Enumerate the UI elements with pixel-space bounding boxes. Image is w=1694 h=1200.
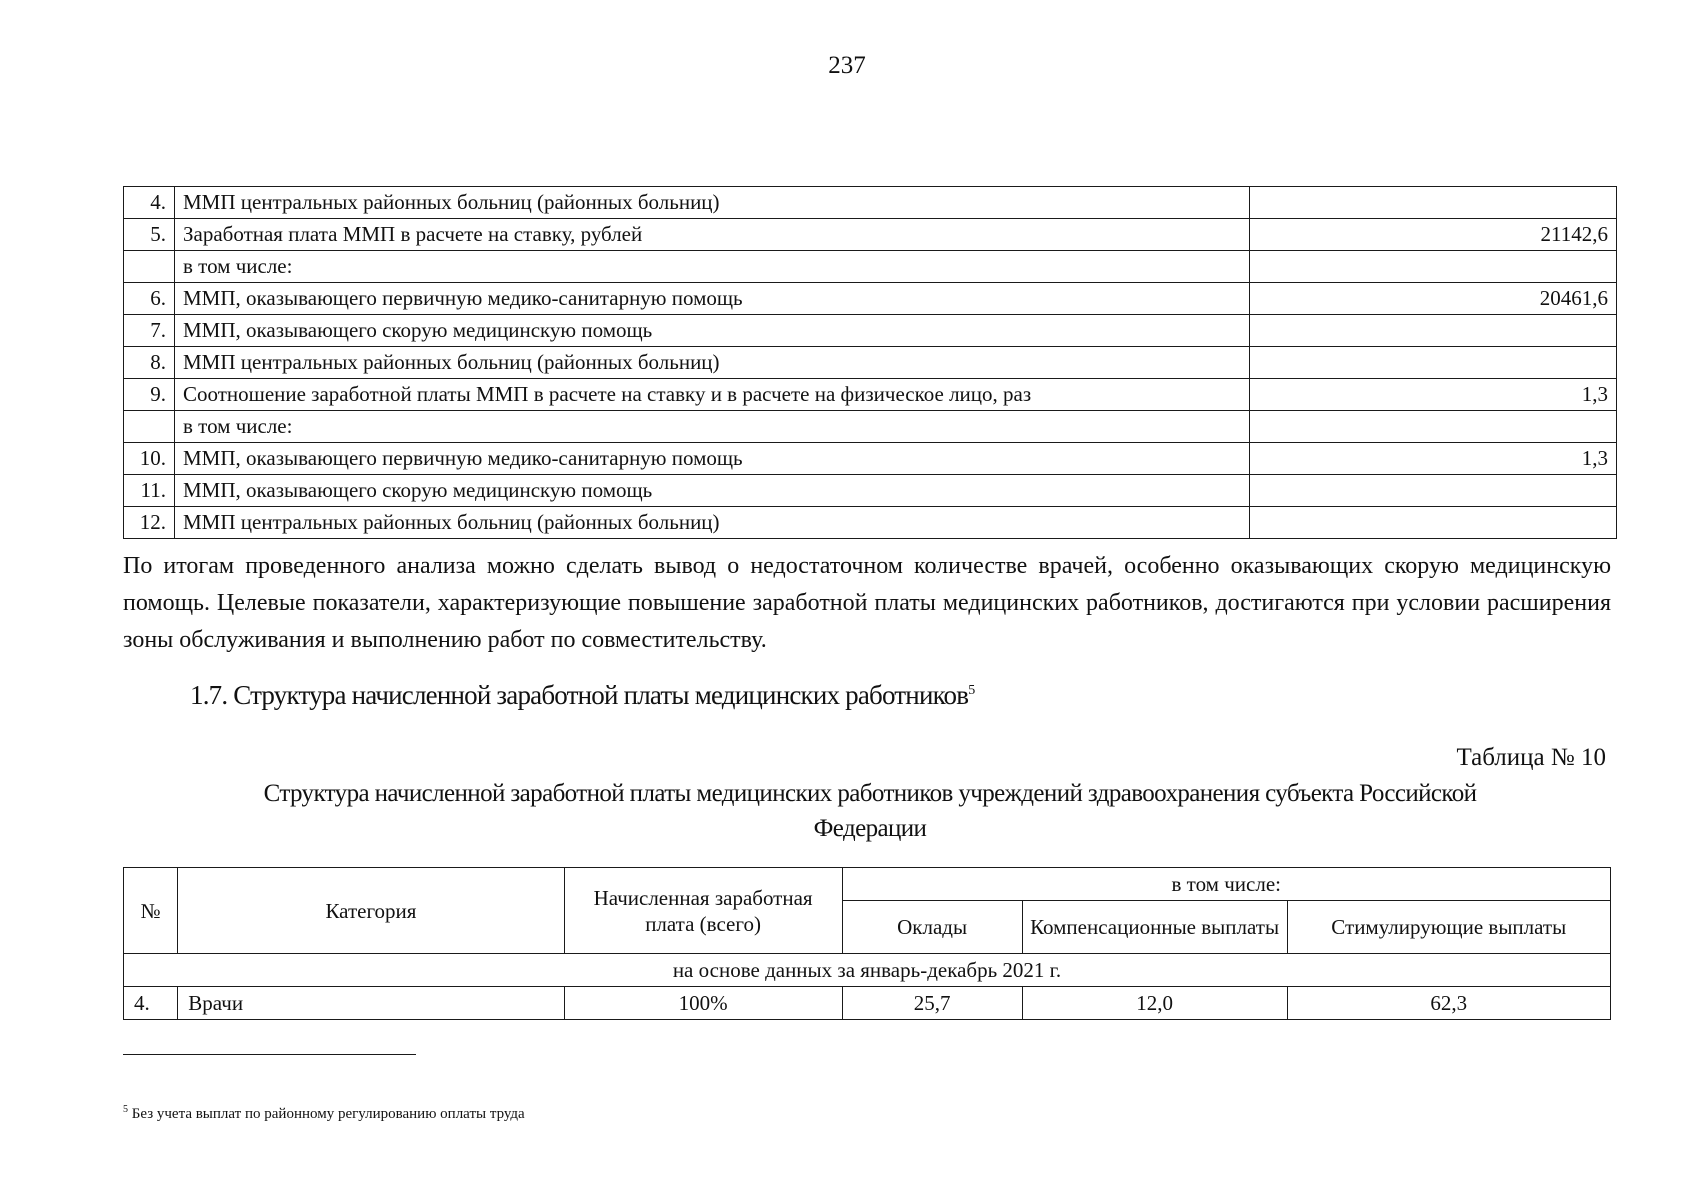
row-label: Соотношение заработной платы ММП в расчете на ставку и в расчете на физическое лицо, раз xyxy=(175,379,1250,411)
row-value xyxy=(1250,347,1617,379)
row-value xyxy=(1250,411,1617,443)
table-row xyxy=(124,187,1617,219)
row-label: ММП центральных районных больниц (районных больниц) xyxy=(175,187,1250,219)
table-row xyxy=(124,315,1617,347)
row-number: 4. xyxy=(124,187,175,219)
row-label: ММП, оказывающего скорую медицинскую помощь xyxy=(175,315,1250,347)
table-row xyxy=(124,443,1617,475)
footnote-ref: 5 xyxy=(968,683,975,698)
table-title-line-2: Федерации xyxy=(813,815,927,842)
section-title xyxy=(190,680,974,711)
row-value xyxy=(1250,251,1617,283)
table-title xyxy=(160,776,1580,846)
row-label: в том числе: xyxy=(175,251,1250,283)
row-label: в том числе: xyxy=(175,411,1250,443)
row-number: 9. xyxy=(124,379,175,411)
row-value xyxy=(1250,315,1617,347)
row-number: 8. xyxy=(124,347,175,379)
footnote-divider xyxy=(123,1054,416,1055)
footnote-marker: 5 xyxy=(123,1104,128,1115)
row-number: 5. xyxy=(124,219,175,251)
row-number: 4. xyxy=(124,987,178,1020)
salary-structure-table xyxy=(123,867,1611,1020)
row-total: 100% xyxy=(564,987,842,1020)
table-row xyxy=(124,411,1617,443)
row-label: ММП, оказывающего первичную медико-санитарную помощь xyxy=(175,283,1250,315)
row-value xyxy=(1250,475,1617,507)
row-number: 12. xyxy=(124,507,175,539)
row-number: 6. xyxy=(124,283,175,315)
table-number-label: Таблица № 10 xyxy=(1456,744,1606,771)
footnote-text: Без учета выплат по районному регулированию оплаты труда xyxy=(131,1106,525,1122)
row-number: 10. xyxy=(124,443,175,475)
row-value xyxy=(1250,507,1617,539)
row-incentive: 62,3 xyxy=(1287,987,1611,1020)
header-including: в том числе: xyxy=(842,868,1611,901)
salary-indicators-table xyxy=(123,186,1617,539)
header-incentive: Стимулирующие выплаты xyxy=(1287,901,1611,954)
row-value: 20461,6 xyxy=(1250,283,1617,315)
row-value: 1,3 xyxy=(1250,443,1617,475)
table-row xyxy=(124,475,1617,507)
row-number xyxy=(124,411,175,443)
row-number: 7. xyxy=(124,315,175,347)
header-total: Начисленная заработная плата (всего) xyxy=(564,868,842,954)
table-row xyxy=(124,987,1611,1020)
row-number xyxy=(124,251,175,283)
row-label: ММП центральных районных больниц (районных больниц) xyxy=(175,347,1250,379)
period-band: на основе данных за январь-декабрь 2021 г. xyxy=(124,954,1611,987)
header-num: № xyxy=(124,868,178,954)
row-label: ММП, оказывающего первичную медико-санитарную помощь xyxy=(175,443,1250,475)
table-row xyxy=(124,283,1617,315)
header-category: Категория xyxy=(178,868,564,954)
footnote xyxy=(123,1104,525,1123)
row-label: ММП, оказывающего скорую медицинскую помощь xyxy=(175,475,1250,507)
page-number: 237 xyxy=(828,52,866,79)
table-row xyxy=(124,251,1617,283)
row-compensation: 12,0 xyxy=(1022,987,1287,1020)
analysis-paragraph: По итогам проведенного анализа можно сделать вывод о недостаточном количестве врачей, особенно оказывающих скорую медицинскую помощь. Целевые показатели, характеризующие повышение заработной платы медицинских работников, достигаются при условии расширения зоны обслуживания и выполнению работ по совместительству. xyxy=(123,553,1611,653)
section-title-text: 1.7. Структура начисленной заработной платы медицинских работников xyxy=(190,680,969,710)
row-category: Врачи xyxy=(178,987,564,1020)
table-row xyxy=(124,219,1617,251)
row-value xyxy=(1250,187,1617,219)
header-compensation: Компенсационные выплаты xyxy=(1022,901,1287,954)
table-title-line-1: Структура начисленной заработной платы медицинских работников учреждений здравоохранения субъекта Российской xyxy=(263,780,1477,807)
table-row xyxy=(124,507,1617,539)
table-row xyxy=(124,347,1617,379)
header-salaries: Оклады xyxy=(842,901,1022,954)
row-label: Заработная плата ММП в расчете на ставку, рублей xyxy=(175,219,1250,251)
table-row xyxy=(124,379,1617,411)
row-salaries: 25,7 xyxy=(842,987,1022,1020)
row-value: 1,3 xyxy=(1250,379,1617,411)
row-number: 11. xyxy=(124,475,175,507)
row-value: 21142,6 xyxy=(1250,219,1617,251)
row-label: ММП центральных районных больниц (районных больниц) xyxy=(175,507,1250,539)
